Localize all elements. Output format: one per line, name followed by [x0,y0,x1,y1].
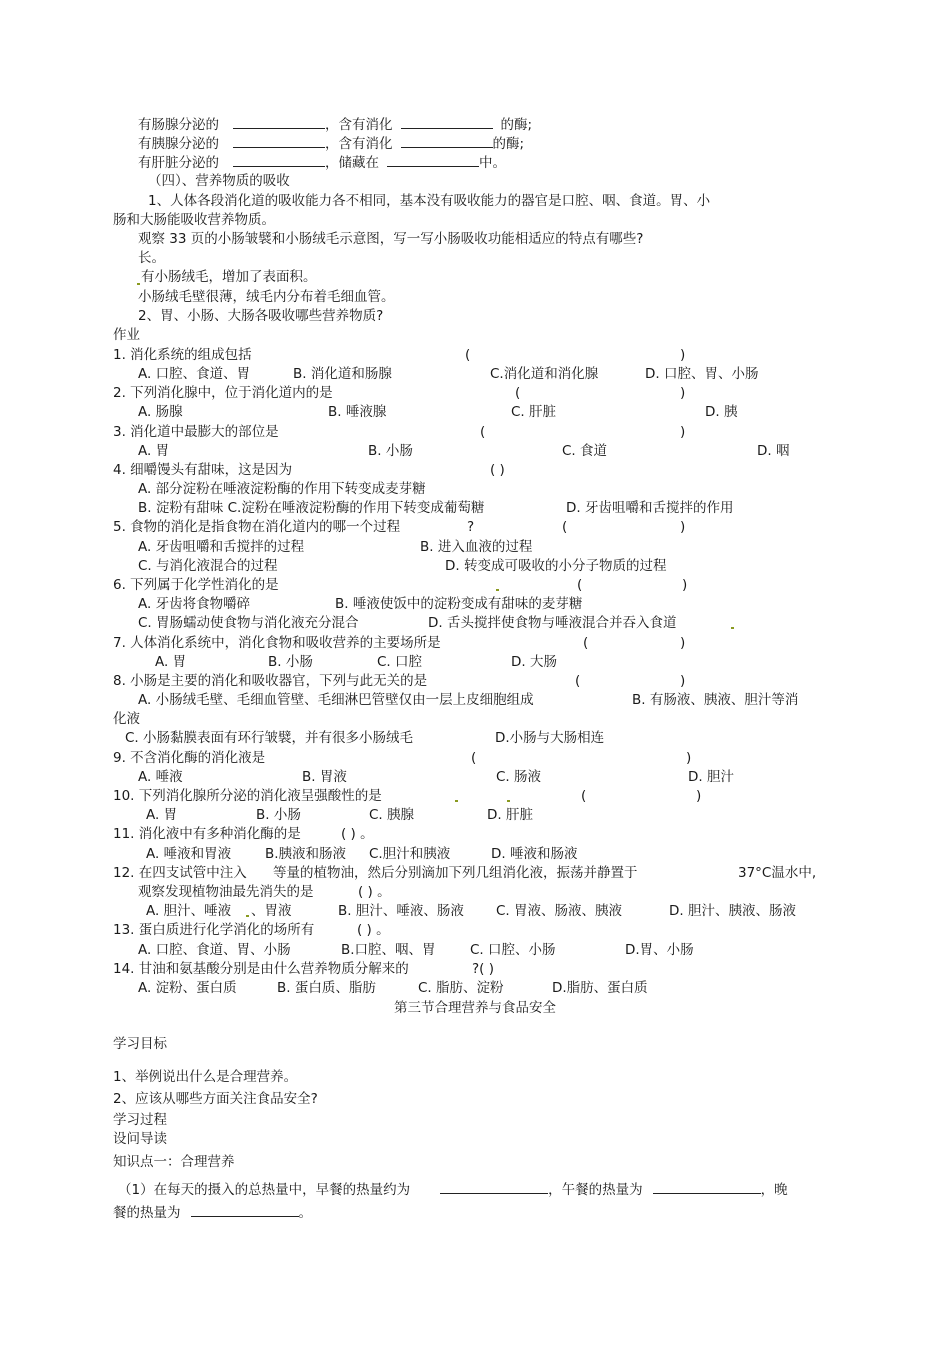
question-stem: 10. 下列消化腺所分泌的消化液呈强酸性的是 [113,788,382,804]
goal-1: 1、举例说出什么是合理营养。 [113,1069,298,1085]
enzyme-text: 中。 [479,155,506,171]
answer-paren: ) [680,347,686,363]
absorption-question-2: 2、胃、小肠、大肠各吸收哪些营养物质? [138,308,384,324]
scan-mark [246,915,249,917]
enzyme-text: 有胰腺分泌的 [138,136,219,152]
guide-label: 设问导读 [113,1131,167,1147]
option-d: D. 舌头搅拌使食物与唾液混合并吞入食道 [428,615,677,631]
option-c: C. 口腔、小肠 [470,942,556,958]
energy-text: ，午餐的热量为 [548,1182,643,1198]
option-c: C. 脂肪、淀粉 [418,980,504,996]
option-a: A. 胃 [138,443,170,459]
option-a: A. 部分淀粉在唾液淀粉酶的作用下转变成麦芽糖 [138,481,426,497]
answer-blank[interactable] [233,115,325,129]
option-c: C.消化道和消化腺 [490,366,599,382]
answer-paren: ) [680,424,686,440]
option-d: D. 胰 [705,404,738,420]
question-stem-continued: 观察发现植物油最先消失的是 [138,884,314,900]
option-a: A. 口腔、食道、胃、小肠 [138,942,291,958]
answer-paren: ( [465,347,471,363]
option-c: C. 胃液、肠液、胰液 [496,903,623,919]
answer-paren: ) [680,673,686,689]
question-stem: 13. 蛋白质进行化学消化的场所有 [113,922,315,938]
enzyme-line-pancreas [138,134,524,153]
answer-paren: ( [581,788,587,804]
option-c: C.胆汁和胰液 [369,846,451,862]
answer-blank[interactable] [233,134,325,148]
question-stem: 5. 食物的消化是指食物在消化道内的哪一个过程 [113,519,401,535]
option-d: D. 胆汁、胰液、肠液 [669,903,796,919]
process-label: 学习过程 [113,1112,167,1128]
enzyme-text: 的酶; [492,136,525,152]
answer-paren: ( [562,519,568,535]
question-stem: 8. 小肠是主要的消化和吸收器官，下列与此无关的是 [113,673,428,689]
energy-question-continued [113,1203,312,1222]
option-a: A. 唾液 [138,769,183,785]
scan-mark [731,627,734,629]
answer-paren: ) [682,577,688,593]
goals-label: 学习目标 [113,1036,167,1052]
answer-blank[interactable] [401,115,493,129]
option-d: D. 牙齿咀嚼和舌搅拌的作用 [566,500,734,516]
option-d: D. 大肠 [511,654,557,670]
answer-paren: ( [583,635,589,651]
answer-paren: ( ) 。 [357,922,390,938]
option-b: B. 小肠 [256,807,301,823]
option-d: D. 咽 [757,443,790,459]
option-d: D.小肠与大肠相连 [495,730,605,746]
answer-paren: ( ) 。 [358,884,391,900]
option-b: B. 胆汁、唾液、肠液 [338,903,464,919]
absorption-paragraph-line: 肠和大肠能吸收营养物质。 [113,212,275,228]
absorption-paragraph-line: 1、人体各段消化道的吸收能力各不相同，基本没有吸收能力的器官是口腔、咽、食道。胃、小 [148,193,711,209]
option-b: B. 小肠 [268,654,313,670]
option-a: A. 牙齿咀嚼和舌搅拌的过程 [138,539,305,555]
temperature: 37°C温水中, [738,865,817,881]
enzyme-text: 有肠腺分泌的 [138,117,219,133]
question-mark: ? [467,519,475,535]
option-c: C. 口腔 [377,654,423,670]
option-b: B. 唾液腺 [328,404,387,420]
energy-text: （1）在每天的摄入的总热量中，早餐的热量约为 [118,1182,411,1198]
answer-paren: ( [471,750,477,766]
answer-paren: ) [680,635,686,651]
feature-3: 小肠绒毛壁很薄，绒毛内分布着毛细血管。 [138,289,395,305]
option-a: A. 口腔、食道、胃 [138,366,251,382]
homework-label: 作业 [113,327,140,343]
option-c: C. 食道 [562,443,608,459]
scan-mark [496,589,499,591]
answer-blank[interactable] [653,1180,761,1194]
question-stem: 2. 下列消化腺中，位于消化道内的是 [113,385,333,401]
answer-paren: ( [575,673,581,689]
option-b-continued: 化液 [113,711,140,727]
energy-text: 餐的热量为 [113,1205,181,1221]
feature-1: 长。 [138,250,165,266]
option-b: B.口腔、咽、胃 [341,942,436,958]
energy-text: ，晚 [760,1182,788,1198]
answer-paren: ) [686,750,692,766]
option-c: C. 与消化液混合的过程 [138,558,278,574]
section-title: 第三节合理营养与食品安全 [394,1000,556,1016]
answer-paren: ( [577,577,583,593]
question-stem: 6. 下列属于化学性消化的是 [113,577,279,593]
option-b: B. 进入血液的过程 [420,539,533,555]
option-b: B. 蛋白质、脂肪 [277,980,376,996]
absorption-heading: （四）、营养物质的吸收 [148,173,290,189]
answer-paren: ( ) 。 [341,826,374,842]
answer-paren: ) [680,519,686,535]
answer-paren: ) [696,788,702,804]
enzyme-text: ，含有消化 [325,136,393,152]
question-stem: 11. 消化液中有多种消化酶的是 [113,826,301,842]
option-a-continued: 、胃液 [251,903,292,919]
question-stem: 1. 消化系统的组成包括 [113,347,252,363]
scan-mark [137,283,140,285]
answer-paren: ( [480,424,486,440]
question-stem: 9. 不含消化酶的消化液是 [113,750,266,766]
enzyme-line-intestinal [138,115,532,134]
option-bc: B. 淀粉有甜味 C.淀粉在唾液淀粉酶的作用下转变成葡萄糖 [138,500,485,516]
option-a: A. 肠腺 [138,404,183,420]
option-c: C. 肝脏 [511,404,557,420]
goal-2: 2、应该从哪些方面关注食品安全? [113,1091,318,1107]
answer-blank[interactable] [191,1203,299,1217]
enzyme-text: ，储藏在 [325,155,379,171]
option-b: B. 小肠 [368,443,413,459]
question-stem: 3. 消化道中最膨大的部位是 [113,424,279,440]
option-a: A. 唾液和胃液 [146,846,232,862]
scan-mark [455,800,458,802]
enzyme-text: 有肝脏分泌的 [138,155,219,171]
option-d: D.胃、小肠 [625,942,694,958]
option-a: A. 胃 [146,807,178,823]
option-d: D. 口腔、胃、小肠 [645,366,759,382]
enzyme-line-liver [138,153,506,172]
energy-text: 。 [298,1205,312,1221]
option-a: A. 胃 [155,654,187,670]
option-b: B. 胃液 [302,769,347,785]
option-b: B. 消化道和肠腺 [293,366,392,382]
knowledge-point-1: 知识点一：合理营养 [113,1154,235,1170]
option-a: A. 胆汁、唾液 [146,903,232,919]
feature-2: 有小肠绒毛，增加了表面积。 [141,269,317,285]
answer-paren: ( [515,385,521,401]
option-b: B.胰液和肠液 [265,846,347,862]
question-stem: 4. 细嚼馒头有甜味，这是因为 [113,462,293,478]
option-a: A. 淀粉、蛋白质 [138,980,237,996]
question-stem: 12. 在四支试管中注入 [113,865,247,881]
option-d: D. 肝脏 [487,807,533,823]
answer-blank[interactable] [440,1180,548,1194]
option-a: A. 小肠绒毛壁、毛细血管壁、毛细淋巴管壁仅由一层上皮细胞组成 [138,692,534,708]
option-c: C. 小肠黏膜表面有环行皱襞，并有很多小肠绒毛 [125,730,414,746]
answer-paren: ?( ) [472,961,494,977]
option-c: C. 胰腺 [369,807,415,823]
question-stem: 14. 甘油和氨基酸分别是由什么营养物质分解来的 [113,961,409,977]
option-b: B. 唾液使饭中的淀粉变成有甜味的麦芽糖 [335,596,583,612]
option-c: C. 胃肠蠕动使食物与消化液充分混合 [138,615,359,631]
energy-question [118,1180,788,1199]
answer-blank[interactable] [401,134,493,148]
answer-paren: ( ) [490,462,505,478]
enzyme-text: ，含有消化 [325,117,393,133]
option-c: C. 肠液 [496,769,542,785]
option-a: A. 牙齿将食物嚼碎 [138,596,251,612]
option-d: D. 胆汁 [688,769,734,785]
option-d: D. 转变成可吸收的小分子物质的过程 [445,558,667,574]
question-stem-continued: 等量的植物油，然后分别滴加下列几组消化液，振荡并静置于 [273,865,638,881]
question-stem: 7. 人体消化系统中，消化食物和吸收营养的主要场所是 [113,635,441,651]
answer-blank[interactable] [233,153,325,167]
observe-prompt: 观察 33 页的小肠皱襞和小肠绒毛示意图，写一写小肠吸收功能相适应的特点有哪些? [138,231,644,247]
enzyme-text: 的酶; [500,117,533,133]
scan-mark [507,800,510,802]
option-d: D. 唾液和肠液 [491,846,578,862]
answer-paren: ) [680,385,686,401]
option-d: D.脂肪、蛋白质 [552,980,648,996]
answer-blank[interactable] [387,153,479,167]
option-b: B. 有肠液、胰液、胆汁等消 [632,692,799,708]
